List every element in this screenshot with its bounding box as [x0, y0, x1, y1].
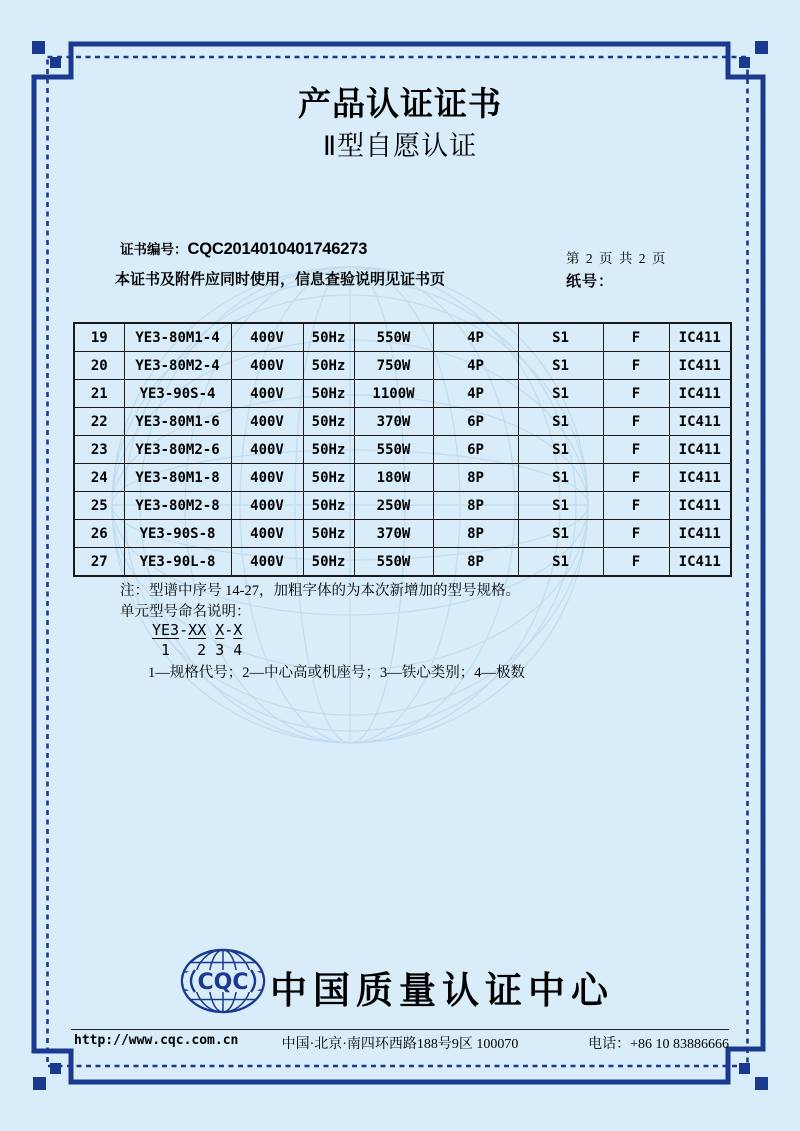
table-cell: IC411 — [669, 548, 731, 577]
table-cell: 370W — [354, 520, 433, 548]
table-cell: 24 — [74, 464, 124, 492]
table-cell: 400V — [231, 408, 303, 436]
table-cell: 370W — [354, 408, 433, 436]
table-cell: 50Hz — [303, 380, 354, 408]
table-cell: YE3-80M2-8 — [124, 492, 231, 520]
table-cell: 20 — [74, 352, 124, 380]
table-cell: IC411 — [669, 520, 731, 548]
table-cell: S1 — [518, 352, 603, 380]
table-cell: IC411 — [669, 380, 731, 408]
table-cell: S1 — [518, 520, 603, 548]
table-cell: 50Hz — [303, 520, 354, 548]
cqc-logo-icon — [179, 947, 267, 1015]
table-cell: 4P — [433, 323, 518, 352]
table-cell: S1 — [518, 436, 603, 464]
naming-seg-3: X — [215, 621, 225, 639]
table-cell: 400V — [231, 548, 303, 577]
certificate-number-row — [120, 238, 367, 259]
table-cell: 550W — [354, 548, 433, 577]
table-cell: IC411 — [669, 408, 731, 436]
table-cell: 400V — [231, 464, 303, 492]
naming-legend: 1—规格代号；2—中心高或机座号；3—铁心类别；4—极数 — [148, 665, 525, 681]
table-cell: 22 — [74, 408, 124, 436]
table-cell: 27 — [74, 548, 124, 577]
naming-seg-2: XX — [188, 621, 207, 639]
table-cell: 50Hz — [303, 352, 354, 380]
table-cell: F — [603, 323, 669, 352]
table-cell: YE3-80M2-6 — [124, 436, 231, 464]
table-cell: IC411 — [669, 492, 731, 520]
table-row — [74, 408, 731, 436]
table-cell: F — [603, 492, 669, 520]
page-subtitle: Ⅱ型自愿认证 — [322, 131, 478, 161]
spec-table-body — [74, 323, 731, 576]
table-cell: 400V — [231, 323, 303, 352]
table-cell: 19 — [74, 323, 124, 352]
table-cell: 400V — [231, 520, 303, 548]
table-cell: IC411 — [669, 436, 731, 464]
table-cell: F — [603, 352, 669, 380]
table-cell: S1 — [518, 492, 603, 520]
table-row — [74, 323, 731, 352]
table-cell: 400V — [231, 436, 303, 464]
note-bold-models: 注：型谱中序号 14-27，加粗字体的为本次新增加的型号规格。 — [120, 583, 520, 599]
table-row — [74, 464, 731, 492]
table-cell: YE3-80M1-4 — [124, 323, 231, 352]
table-cell: S1 — [518, 548, 603, 577]
table-cell: YE3-90S-8 — [124, 520, 231, 548]
table-cell: 50Hz — [303, 323, 354, 352]
table-cell: 750W — [354, 352, 433, 380]
spec-table — [73, 322, 732, 577]
naming-position-digits: 1 2 3 4 — [152, 641, 243, 659]
issuer-name: 中国质量认证中心 — [270, 970, 614, 1011]
footer-address: 中国·北京·南四环西路188号9区 100070 — [281, 1037, 519, 1052]
table-cell: 6P — [433, 436, 518, 464]
cqc-logo-text: CQC — [197, 970, 249, 995]
table-cell: 8P — [433, 464, 518, 492]
model-naming-pattern — [152, 621, 242, 639]
naming-sep-3: - — [224, 621, 234, 639]
naming-sep-1: - — [179, 621, 189, 639]
footer-website: http://www.cqc.com.cn — [74, 1033, 239, 1048]
table-cell: 26 — [74, 520, 124, 548]
table-cell: 8P — [433, 520, 518, 548]
table-cell: 550W — [354, 436, 433, 464]
table-cell: 180W — [354, 464, 433, 492]
table-cell: 4P — [433, 352, 518, 380]
usage-note: 本证书及附件应同时使用，信息查验说明见证书页 — [115, 271, 446, 288]
table-cell: F — [603, 408, 669, 436]
table-cell: 21 — [74, 380, 124, 408]
table-row — [74, 492, 731, 520]
table-cell: YE3-80M1-8 — [124, 464, 231, 492]
certificate-number-label: 证书编号： — [120, 242, 188, 257]
naming-seg-1: YE3 — [152, 621, 180, 639]
note-naming-heading: 单元型号命名说明： — [120, 604, 251, 620]
table-cell: 8P — [433, 492, 518, 520]
table-cell: 50Hz — [303, 492, 354, 520]
table-cell: 250W — [354, 492, 433, 520]
table-cell: 550W — [354, 323, 433, 352]
table-cell: YE3-80M1-6 — [124, 408, 231, 436]
table-cell: 4P — [433, 380, 518, 408]
page-title: 产品认证证书 — [298, 85, 502, 122]
certificate-number-value: CQC2014010401746273 — [187, 240, 368, 258]
table-cell: F — [603, 436, 669, 464]
table-cell: 25 — [74, 492, 124, 520]
table-cell: F — [603, 548, 669, 577]
table-row — [74, 380, 731, 408]
table-cell: 50Hz — [303, 436, 354, 464]
table-cell: S1 — [518, 408, 603, 436]
table-cell: F — [603, 464, 669, 492]
table-cell: S1 — [518, 323, 603, 352]
footer-phone: 电话：+86 10 83886666 — [588, 1037, 729, 1052]
table-cell: 400V — [231, 352, 303, 380]
table-cell: IC411 — [669, 464, 731, 492]
table-cell: YE3-80M2-4 — [124, 352, 231, 380]
table-cell: 50Hz — [303, 408, 354, 436]
table-cell: 50Hz — [303, 548, 354, 577]
footer-divider — [71, 1029, 729, 1030]
table-row — [74, 548, 731, 577]
naming-seg-4: X — [233, 621, 243, 639]
table-cell: 400V — [231, 492, 303, 520]
table-cell: F — [603, 520, 669, 548]
table-cell: S1 — [518, 464, 603, 492]
table-cell: 8P — [433, 548, 518, 577]
table-cell: 6P — [433, 408, 518, 436]
table-cell: 23 — [74, 436, 124, 464]
naming-sep-2 — [206, 621, 215, 639]
table-row — [74, 436, 731, 464]
table-cell: YE3-90S-4 — [124, 380, 231, 408]
table-cell: 50Hz — [303, 464, 354, 492]
table-cell: YE3-90L-8 — [124, 548, 231, 577]
table-row — [74, 352, 731, 380]
table-cell: S1 — [518, 380, 603, 408]
table-cell: IC411 — [669, 352, 731, 380]
table-row — [74, 520, 731, 548]
table-cell: 400V — [231, 380, 303, 408]
table-cell: F — [603, 380, 669, 408]
table-cell: 1100W — [354, 380, 433, 408]
paper-number-label: 纸号： — [566, 273, 615, 290]
page-count-indicator: 第 2 页 共 2 页 — [566, 251, 667, 266]
table-cell: IC411 — [669, 323, 731, 352]
